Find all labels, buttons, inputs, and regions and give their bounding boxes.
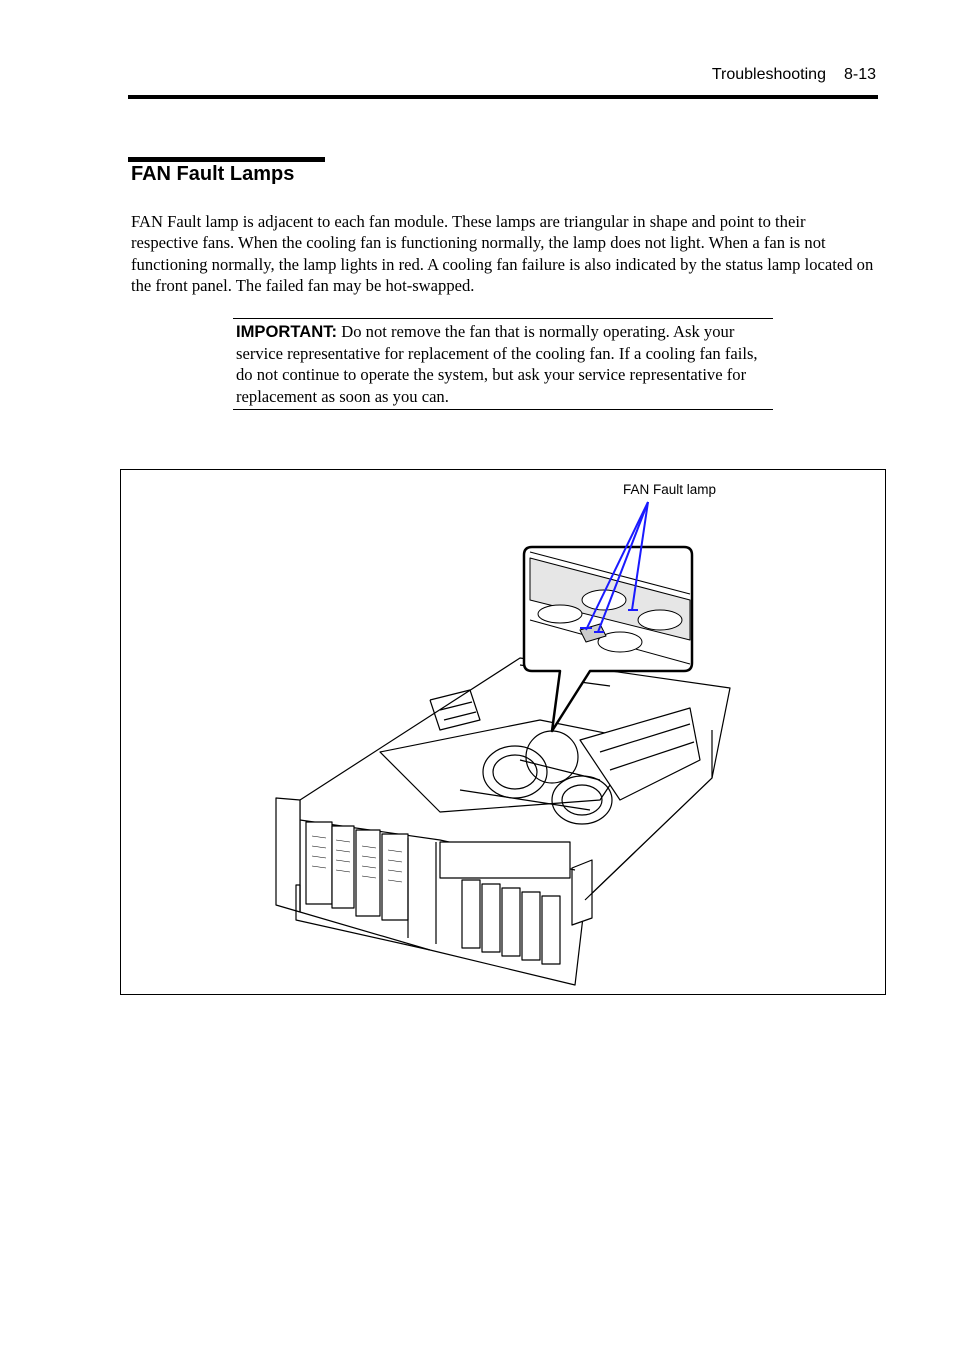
important-label: IMPORTANT: bbox=[236, 322, 338, 341]
hdd-slot-1 bbox=[462, 880, 480, 948]
fan-fault-lamp-label: FAN Fault lamp bbox=[623, 482, 717, 497]
control-panel bbox=[440, 842, 570, 878]
hdd-slot-5 bbox=[542, 896, 560, 964]
drive-bay-4 bbox=[382, 834, 408, 920]
header-page-number: 8-13 bbox=[843, 66, 876, 83]
hdd-slot-2 bbox=[482, 884, 500, 952]
hdd-slot-4 bbox=[522, 892, 540, 960]
drive-bay-3 bbox=[356, 830, 380, 916]
drive-bay-1 bbox=[306, 822, 332, 904]
hdd-slot-3 bbox=[502, 888, 520, 956]
important-text: Do not remove the fan that is normally operating. Ask your service representative for replacement of the cooling fan. If a cooling fan fails, do not continue to operate the system, but ask your service representative for replacement as soon as you can. bbox=[236, 322, 758, 406]
header-section-name: Troubleshooting bbox=[711, 66, 826, 83]
body-paragraph: FAN Fault lamp is adjacent to each fan module. These lamps are triangular in shape and point to their respective fans. When the cooling fan is functioning normally, the lamp does not light. When a fan is not functioning normally, the lamp lights in red. A cooling fan failure is also indicated by the status lamp located on the front panel. The failed fan may be hot-swapped. bbox=[131, 212, 874, 295]
section-title: FAN Fault Lamps bbox=[131, 163, 295, 185]
drive-bay-2 bbox=[332, 826, 354, 908]
